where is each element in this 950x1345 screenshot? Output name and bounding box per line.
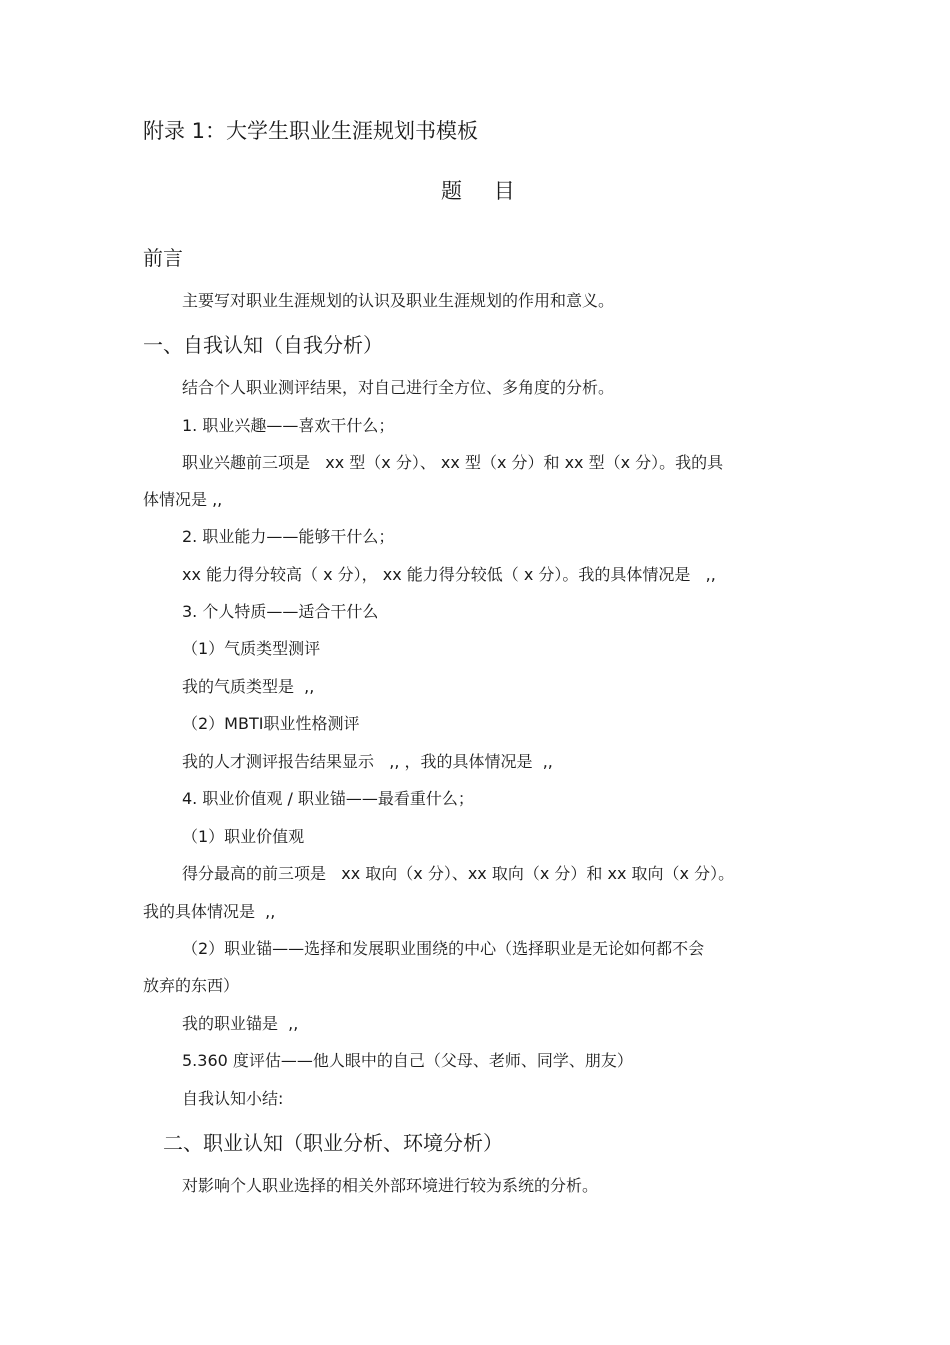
section1-heading: 一、自我认知（自我分析） (143, 333, 383, 357)
document-title: 题 目 (441, 179, 516, 203)
item4-sub2-heading: （2）职业锚——选择和发展职业围绕的中心（选择职业是无论如何都不会 (182, 939, 705, 958)
item2-heading: 2. 职业能力——能够干什么； (182, 527, 395, 546)
item3-sub1-text: 我的气质类型是 ,, (182, 677, 315, 696)
item4-sub1-text-cont: 我的具体情况是 ,, (143, 902, 276, 921)
section2-heading: 二、职业认知（职业分析、环境分析） (163, 1131, 503, 1155)
item1-heading: 1. 职业兴趣——喜欢干什么； (182, 416, 395, 435)
item5-heading: 5.360 度评估——他人眼中的自己（父母、老师、同学、朋友） (182, 1051, 633, 1070)
section1-intro: 结合个人职业测评结果，对自己进行全方位、多角度的分析。 (182, 378, 615, 397)
item4-sub1-text: 得分最高的前三项是 xx 取向（x 分）、xx 取向（x 分）和 xx 取向（x 分）。 (182, 864, 735, 883)
item1-text: 职业兴趣前三项是 xx 型（x 分）、 xx 型（x 分）和 xx 型（x 分）。我的具 (182, 453, 724, 472)
item2-text: xx 能力得分较高（ x 分）， xx 能力得分较低（ x 分）。我的具体情况是 ,, (182, 565, 716, 584)
appendix-heading: 附录 1：大学生职业生涯规划书模板 (143, 119, 479, 143)
section1-summary: 自我认知小结: (182, 1089, 284, 1108)
item3-sub2-heading: （2）MBTI职业性格测评 (182, 714, 360, 733)
item3-sub1-heading: （1）气质类型测评 (182, 639, 321, 658)
item4-sub1-heading: （1）职业价值观 (182, 827, 305, 846)
item4-sub2-text: 我的职业锚是 ,, (182, 1014, 299, 1033)
item4-heading: 4. 职业价值观 / 职业锚——最看重什么； (182, 789, 474, 808)
item3-heading: 3. 个人特质——适合干什么 (182, 602, 379, 621)
item3-sub2-text: 我的人才测评报告结果显示 ,, ，我的具体情况是 ,, (182, 752, 553, 771)
item1-text-cont: 体情况是 ,, (143, 490, 223, 509)
section2-intro: 对影响个人职业选择的相关外部环境进行较为系统的分析。 (182, 1176, 599, 1195)
item4-sub2-heading-cont: 放弃的东西） (143, 976, 240, 995)
preface-text: 主要写对职业生涯规划的认识及职业生涯规划的作用和意义。 (182, 291, 615, 310)
preface-heading: 前言 (143, 246, 183, 270)
